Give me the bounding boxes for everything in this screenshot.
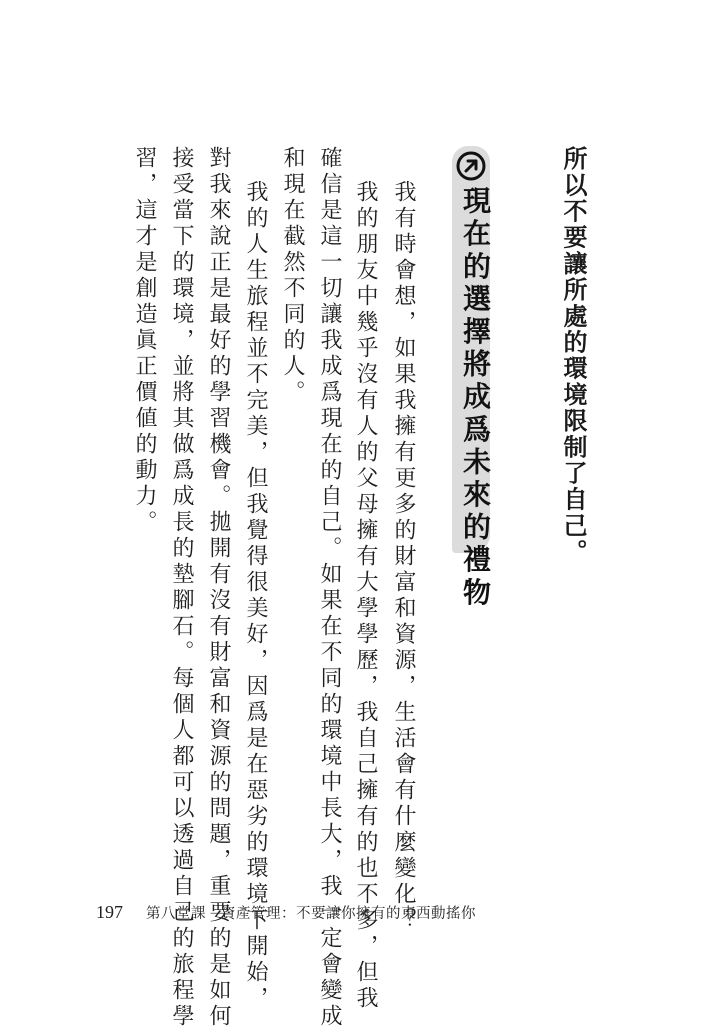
arrow-up-right-circle-icon (455, 150, 487, 182)
body-column-4: 和現在截然不同的人。 (280, 146, 305, 406)
body-column-6: 對我來說正是最好的學習機會。拋開有沒有財富和資源的問題，重要的是如何 (206, 146, 231, 1030)
body-column-1: 我有時會想，如果我擁有更多的財富和資源，生活會有什麼變化？ (391, 180, 416, 934)
page-number: 197 (96, 902, 123, 922)
lead-line: 所以不要讓所處的環境限制了自己。 (559, 146, 587, 566)
running-head: 第八堂課 資產管理：不要讓你擁有的東西動搖你 (146, 906, 476, 922)
body-column-7: 接受當下的環境，並將其做爲成長的墊腳石。每個人都可以透過自己的旅程學 (169, 146, 194, 1030)
section-heading: 現在的選擇將成爲未來的禮物 (459, 186, 492, 610)
body-column-3: 確信是這一切讓我成爲現在的自己。如果在不同的環境中長大，我一定會變成 (317, 146, 342, 1030)
body-column-8: 習，這才是創造眞正價値的動力。 (132, 146, 157, 536)
body-column-2: 我的朋友中幾乎沒有人的父母擁有大學學歷，我自己擁有的也不多，但我 (353, 180, 378, 1012)
body-column-5: 我的人生旅程並不完美，但我覺得很美好，因爲是在惡劣的環境下開始， (243, 180, 268, 1012)
